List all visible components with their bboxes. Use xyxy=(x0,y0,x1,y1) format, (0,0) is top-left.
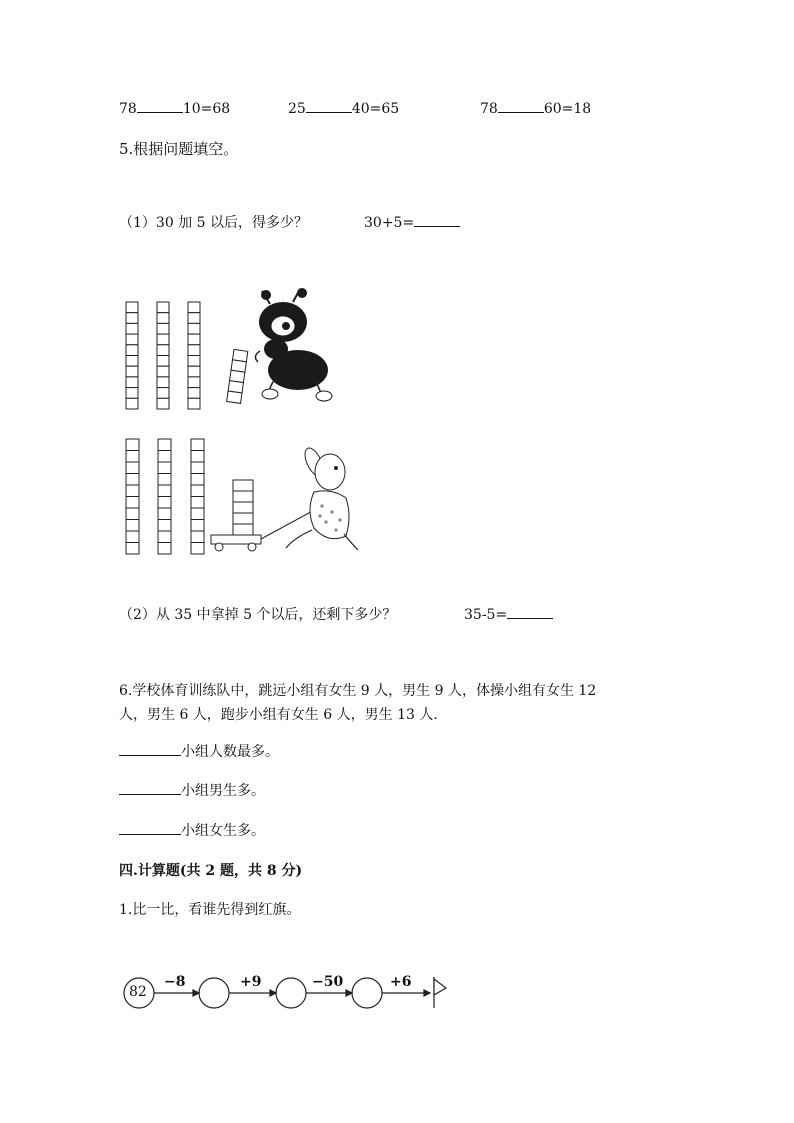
stick-cell xyxy=(188,356,200,367)
q5-part2: （2）从 35 中拿掉 5 个以后，还剩下多少？ xyxy=(119,607,397,623)
stick-cell xyxy=(157,388,169,399)
stick-cell xyxy=(126,497,139,509)
stick-cell xyxy=(126,543,139,555)
stick-cell xyxy=(233,502,253,513)
rabbit-illustration xyxy=(286,445,358,550)
stick-cell xyxy=(188,398,200,409)
stick-cell xyxy=(191,462,204,474)
stick-cell xyxy=(126,474,139,486)
stick-cell xyxy=(158,462,171,474)
stick-cell xyxy=(126,451,139,463)
stick-cell xyxy=(233,513,253,524)
ant-illustration xyxy=(227,288,332,403)
stick-cell xyxy=(233,491,253,502)
stick-cell xyxy=(126,334,138,345)
answer-circle[interactable] xyxy=(352,978,382,1008)
stick-cell xyxy=(157,302,169,313)
stick-cell xyxy=(126,439,139,451)
arrow-head xyxy=(346,990,352,996)
stick-cell xyxy=(158,520,171,532)
stick-cell xyxy=(188,377,200,388)
stick-cell xyxy=(191,508,204,520)
q5-part1: （1）30 加 5 以后，得多少？ xyxy=(119,215,308,231)
stick-cell xyxy=(157,334,169,345)
stick-cell xyxy=(126,302,138,313)
ten-stick-bundles-row2 xyxy=(126,439,204,554)
stick-cell xyxy=(191,451,204,463)
stick-cell xyxy=(158,531,171,543)
stick-cell xyxy=(158,508,171,520)
stick-cell xyxy=(157,323,169,334)
stick-cell xyxy=(188,388,200,399)
q6-blank-row-2: 小组男生多。 xyxy=(119,780,265,800)
stick-cell xyxy=(158,474,171,486)
q5-part2-equation: 35-5= xyxy=(464,604,553,623)
op-label-1: −8 xyxy=(164,974,186,990)
answer-circle[interactable] xyxy=(276,978,306,1008)
stick-cell xyxy=(158,497,171,509)
stick-cell xyxy=(227,391,242,403)
stick-cell xyxy=(233,524,253,535)
stick-cell xyxy=(191,497,204,509)
answer-blank[interactable] xyxy=(119,741,181,756)
equation-1: 78 10=68 xyxy=(119,98,230,117)
stick-cell xyxy=(188,334,200,345)
equation-2: 25 40=65 xyxy=(288,98,399,117)
stick-cell xyxy=(126,520,139,532)
equation-3: 78 60=18 xyxy=(480,98,591,117)
op-label-2: +9 xyxy=(240,974,262,990)
stick-cell xyxy=(126,508,139,520)
stick-cell xyxy=(188,366,200,377)
stick-cell xyxy=(188,323,200,334)
stick-cell xyxy=(188,313,200,324)
stick-cell xyxy=(158,439,171,451)
stick-cell xyxy=(157,398,169,409)
q1-title: 1.比一比，看谁先得到红旗。 xyxy=(119,902,301,918)
stick-cell xyxy=(191,543,204,555)
stick-cell xyxy=(126,388,138,399)
stick-cell xyxy=(157,366,169,377)
stick-cell xyxy=(126,377,138,388)
stick-cell xyxy=(126,323,138,334)
stick-cell xyxy=(158,451,171,463)
q6-line2: 人，男生 6 人，跑步小组有女生 6 人，男生 13 人. xyxy=(119,707,438,723)
q6-blank-row-3: 小组女生多。 xyxy=(119,820,265,840)
stick-cell xyxy=(157,345,169,356)
stick-cell xyxy=(126,356,138,367)
arrow-head xyxy=(270,990,276,996)
stick-cell xyxy=(191,531,204,543)
stick-cell xyxy=(126,462,139,474)
answer-blank[interactable] xyxy=(119,820,181,835)
answer-circle[interactable] xyxy=(199,978,229,1008)
stick-cell xyxy=(158,543,171,555)
stick-cell xyxy=(126,313,138,324)
stick-cell xyxy=(191,474,204,486)
stick-cell xyxy=(158,485,171,497)
stick-cell xyxy=(157,377,169,388)
q5-part1-equation: 30+5= xyxy=(364,212,460,231)
answer-blank[interactable] xyxy=(507,604,553,619)
stick-cell xyxy=(191,485,204,497)
arrow-head xyxy=(424,990,430,996)
stick-cell xyxy=(126,398,138,409)
stick-cell xyxy=(157,313,169,324)
stick-cell xyxy=(157,356,169,367)
section-heading: 四.计算题(共 2 题，共 8 分) xyxy=(119,863,303,879)
start-value: 82 xyxy=(129,984,147,1000)
q6-blank-row-1: 小组人数最多。 xyxy=(119,741,279,761)
stick-cell xyxy=(191,520,204,532)
q6-line1: 6.学校体育训练队中，跳远小组有女生 9 人，男生 9 人，体操小组有女生 12 xyxy=(119,683,597,699)
stick-cell xyxy=(188,302,200,313)
q5-title: 5.根据问题填空。 xyxy=(119,140,239,158)
flag-icon xyxy=(434,979,446,995)
cart-illustration xyxy=(211,480,318,551)
stick-cell xyxy=(126,366,138,377)
op-label-3: −50 xyxy=(312,974,344,990)
ten-stick-bundles-row1 xyxy=(126,302,200,409)
stick-cell xyxy=(126,345,138,356)
stick-cell xyxy=(191,439,204,451)
stick-cell xyxy=(188,345,200,356)
arrow-head xyxy=(193,990,199,996)
stick-cell xyxy=(233,480,253,491)
answer-blank[interactable] xyxy=(119,780,181,795)
stick-cell xyxy=(126,485,139,497)
op-label-4: +6 xyxy=(390,974,412,990)
stick-cell xyxy=(126,531,139,543)
